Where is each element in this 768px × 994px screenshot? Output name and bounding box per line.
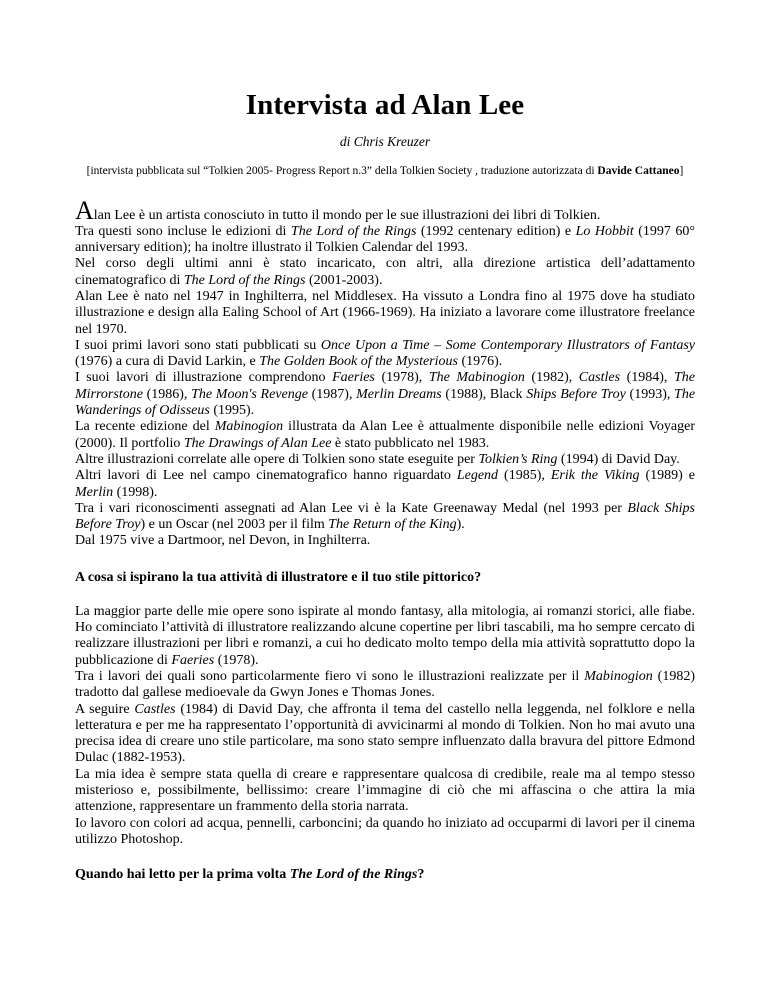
drop-cap: A	[75, 195, 94, 225]
intro-text: ) e un Oscar (nel 2003 per il film	[140, 517, 329, 533]
intro-paragraph	[75, 224, 695, 257]
interview-question: A cosa si ispirano la tua attività di illustratore e il tuo stile pittorico?	[75, 569, 482, 585]
film-title: The Return of the King	[328, 517, 457, 533]
intro-text: ).	[456, 517, 465, 533]
intro-paragraph	[75, 195, 695, 225]
intro-section	[75, 195, 696, 550]
book-title: Tolkien’s Ring	[478, 451, 558, 467]
answer-text: (1978).	[214, 652, 259, 668]
intro-text: La recente edizione del	[75, 419, 215, 435]
intro-text: (1995).	[209, 403, 255, 419]
document-page	[75, 72, 695, 883]
answer-text: (1982) tradotto dal gallese medioevale da Gwyn Jones e Thomas Jones.	[75, 668, 696, 701]
answer-paragraph	[75, 702, 695, 767]
book-title: The Lord of the Rings	[183, 272, 306, 288]
film-title: Merlin	[75, 484, 114, 500]
answer-text: (1984) di David Day, che affronta il tema del castello nella leggenda, nel folklore e nella letteratura e per me ha rappresentato l’opportunità di avvicinarmi al mondo di Tolkien. Non ho mai avuto una precisa idea di creare uno stile particolare, ma sono stato sempre influenzato dalla bravura del pittore Edmond Dulac (1882-1953).	[75, 701, 696, 766]
intro-paragraph	[75, 501, 695, 534]
translator-name: Davide Cattaneo	[597, 165, 680, 177]
intro-paragraph: Dal 1975 vive a Dartmoor, nel Devon, in Inghilterra.	[75, 533, 371, 549]
publication-note	[75, 164, 695, 179]
intro-text: I suoi lavori di illustrazione comprendono	[75, 370, 333, 386]
book-title: The Golden Book of the Mysterious	[259, 354, 458, 370]
film-title: Erik the Viking	[550, 468, 640, 484]
intro-text: (2001-2003).	[305, 272, 383, 288]
intro-text: Altre illustrazioni correlate alle opere di Tolkien sono state eseguite per	[75, 451, 479, 467]
book-title: Castles	[134, 701, 176, 717]
book-title: Castles	[578, 370, 621, 386]
interview-answer	[75, 604, 695, 848]
intro-text: Altri lavori di Lee nel campo cinematografico hanno riguardato	[75, 468, 457, 484]
question-text: ?	[417, 867, 425, 883]
intro-text: (1976).	[457, 354, 503, 370]
intro-paragraph	[75, 419, 695, 452]
intro-text: (1986),	[142, 386, 192, 402]
intro-text: (1978),	[374, 370, 429, 386]
book-title: Mabinogion	[214, 419, 284, 435]
book-title: The Moon's Revenge	[191, 386, 308, 402]
intro-text: I suoi primi lavori sono stati pubblicati su	[75, 337, 321, 353]
intro-paragraph: Alan Lee è nato nel 1947 in Inghilterra, nel Middlesex. Ha vissuto a Londra fino al 1975 dove ha studiato illustrazione e design alla Ealing School of Art (1966-1969). Ha iniziato a lavorare come illustratore freelance nel 1970.	[75, 288, 695, 337]
document-title: Intervista ad Alan Lee	[245, 89, 525, 121]
intro-text: (1998).	[113, 484, 158, 500]
intro-paragraph	[75, 338, 695, 371]
answer-paragraph: La mia idea è sempre stata quella di creare e rappresentare qualcosa di credibile, reale ma al tempo stesso misterioso e, possibilmente, bellissimo: creare l’immagine di ciò che mi affascina o che attira la mia attenzione, rappresentare un frammento della storia narrata.	[75, 766, 695, 815]
intro-text: Nel corso degli ultimi anni è stato incaricato, con altri, alla direzione artistica dell’adattamento cinematografico di	[75, 256, 695, 288]
intro-text: (1988), Black	[441, 386, 527, 402]
question-text: Quando hai letto per la prima volta	[75, 867, 290, 883]
intro-paragraph	[75, 370, 695, 419]
book-title: Once Upon a Time – Some Contemporary Illustrators of Fantasy	[320, 337, 695, 353]
intro-text: è stato pubblicato nel 1983.	[331, 435, 490, 451]
book-title: Mabinogion	[584, 668, 653, 684]
answer-paragraph: Io lavoro con colori ad acqua, pennelli, carboncini; da quando ho iniziato ad occuparmi di lavori per il cinema utilizzo Photoshop.	[75, 815, 695, 847]
book-title: Black Ships Before Troy	[75, 500, 695, 533]
answer-paragraph	[75, 669, 695, 702]
book-title: Ships Before Troy	[526, 386, 626, 402]
book-title: The Mabinogion	[428, 370, 525, 386]
intro-text: (1989) e	[639, 468, 695, 484]
book-title: Faeries	[171, 652, 215, 668]
intro-text: Tra i vari riconoscimenti assegnati ad Alan Lee vi è la Kate Greenaway Medal (nel 1993 per	[75, 500, 628, 516]
book-title: Lo Hobbit	[575, 223, 634, 239]
intro-text: (1993),	[625, 386, 675, 402]
interview-question	[75, 866, 695, 883]
intro-text: (1985),	[498, 468, 551, 484]
note-prefix: [intervista pubblicata sul “Tolkien 2005- Progress Report n.3” della Tolkien Society , traduzione autorizzata di	[86, 165, 598, 177]
intro-text: (1994) di David Day.	[557, 451, 680, 467]
film-title: Legend	[456, 468, 499, 484]
intro-paragraph	[75, 452, 695, 468]
book-title: The Lord of the Rings	[289, 867, 418, 883]
author-byline: di Chris Kreuzer	[339, 134, 431, 149]
note-suffix: ]	[679, 165, 684, 177]
answer-text: A seguire	[75, 701, 135, 717]
answer-paragraph	[75, 604, 695, 669]
intro-text: (1976) a cura di David Larkin, e	[75, 354, 260, 370]
intro-text: (1982),	[524, 370, 579, 386]
book-title: The Lord of the Rings	[290, 223, 417, 239]
intro-paragraph	[75, 256, 695, 289]
intro-text: (1997 60° anniversary edition); ha inoltre illustrato il Tolkien Calendar del 1993.	[75, 223, 695, 256]
answer-text: La maggior parte delle mie opere sono ispirate al mondo fantasy, alla mitologia, ai romanzi storici, alle fiabe. Ho cominciato l’attività di illustratore realizzando alcune copertine per libri tascabili, ma ho sempre cercato di realizzare illustrazioni per libri e romanzi, a cui ho dedicato molto tempo della mia attività soprattutto dopo la pubblicazione di	[75, 603, 695, 668]
book-title: Merlin Dreams	[356, 386, 442, 402]
intro-text: (1987),	[307, 386, 357, 402]
book-title: The Mirrorstone	[75, 370, 695, 402]
answer-text: Tra i lavori dei quali sono particolarmente fiero vi sono le illustrazioni realizzate per il	[75, 668, 585, 684]
intro-text: Tra questi sono incluse le edizioni di	[75, 223, 291, 239]
intro-paragraph	[75, 468, 695, 501]
book-title: The Drawings of Alan Lee	[183, 435, 332, 451]
intro-text: (1992 centenary edition) e	[416, 223, 576, 239]
intro-text: (1984),	[620, 370, 674, 386]
intro-text: illustrata da Alan Lee è attualmente disponibile nelle edizioni Voyager (2000). Il portfolio	[75, 419, 695, 451]
book-title: The Wanderings of Odisseus	[75, 386, 696, 419]
book-title: Faeries	[332, 370, 375, 386]
intro-text: lan Lee è un artista conosciuto in tutto il mondo per le sue illustrazioni dei libri di Tolkien.	[93, 207, 601, 223]
